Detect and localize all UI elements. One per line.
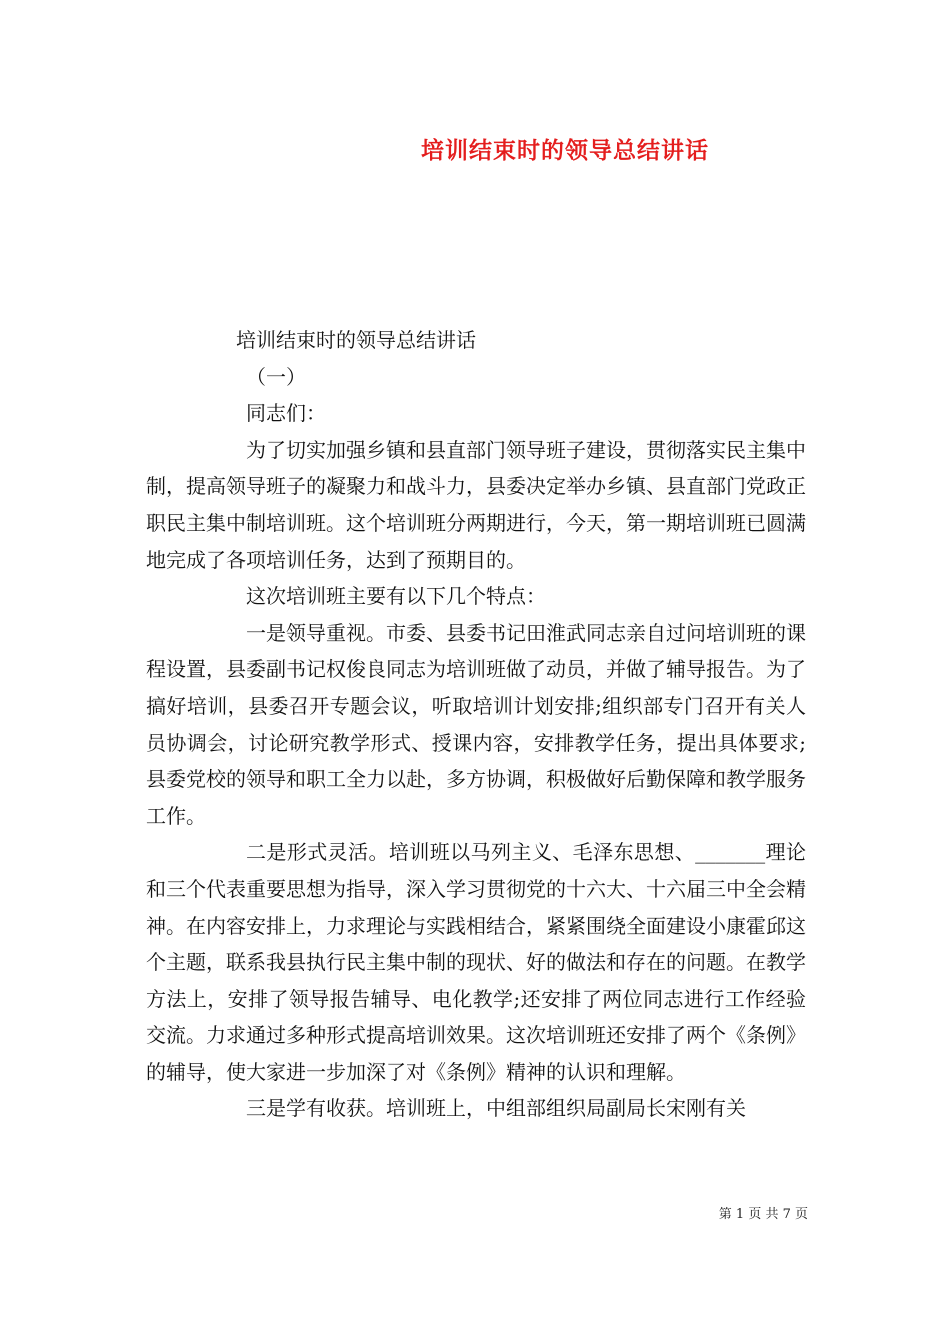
paragraph: 三是学有收获。培训班上，中组部组织局副局长宋刚有关 — [246, 1096, 746, 1121]
paragraph: 这次培训班主要有以下几个特点： — [246, 584, 546, 609]
document-body — [146, 322, 806, 1127]
paragraph: 为了切实加强乡镇和县直部门领导班子建设，贯彻落实民主集中制，提高领导班子的凝聚力和战斗力，县委决定举办乡镇、县直部门党政正职民主集中制培训班。这个培训班分两期进行，今天，第一期培训班已圆满地完成了各项培训任务，达到了预期目的。 — [146, 437, 806, 572]
page-title: 培训结束时的领导总结讲话 — [421, 138, 709, 164]
paragraph: 一是领导重视。市委、县委书记田淮武同志亲自过问培训班的课程设置，县委副书记权俊良同志为培训班做了动员，并做了辅导报告。为了搞好培训，县委召开专题会议，听取培训计划安排;组织部专门召开有关人员协调会，讨论研究教学形式、授课内容，安排教学任务，提出具体要求;县委党校的领导和职工全力以赴，多方协调，积极做好后勤保障和教学服务工作。 — [146, 620, 806, 828]
document-heading: 培训结束时的领导总结讲话 — [236, 328, 476, 352]
section-number: （一） — [246, 364, 306, 389]
salutation: 同志们： — [246, 401, 326, 426]
paragraph: 二是形式灵活。培训班以马列主义、毛泽东思想、_______理论和三个代表重要思想为指导，深入学习贯彻党的十六大、十六届三中全会精神。在内容安排上，力求理论与实践相结合，紧紧围绕全面建设小康霍邱这个主题，联系我县执行民主集中制的现状、好的做法和存在的问题。在教学方法上，安排了领导报告辅导、电化教学;还安排了两位同志进行工作经验交流。力求通过多种形式提高培训效果。这次培训班还安排了两个《条例》的辅导，使大家进一步加深了对《条例》精神的认识和理解。 — [146, 840, 806, 1084]
page-footer: 第 1 页 共 7 页 — [718, 1207, 808, 1222]
